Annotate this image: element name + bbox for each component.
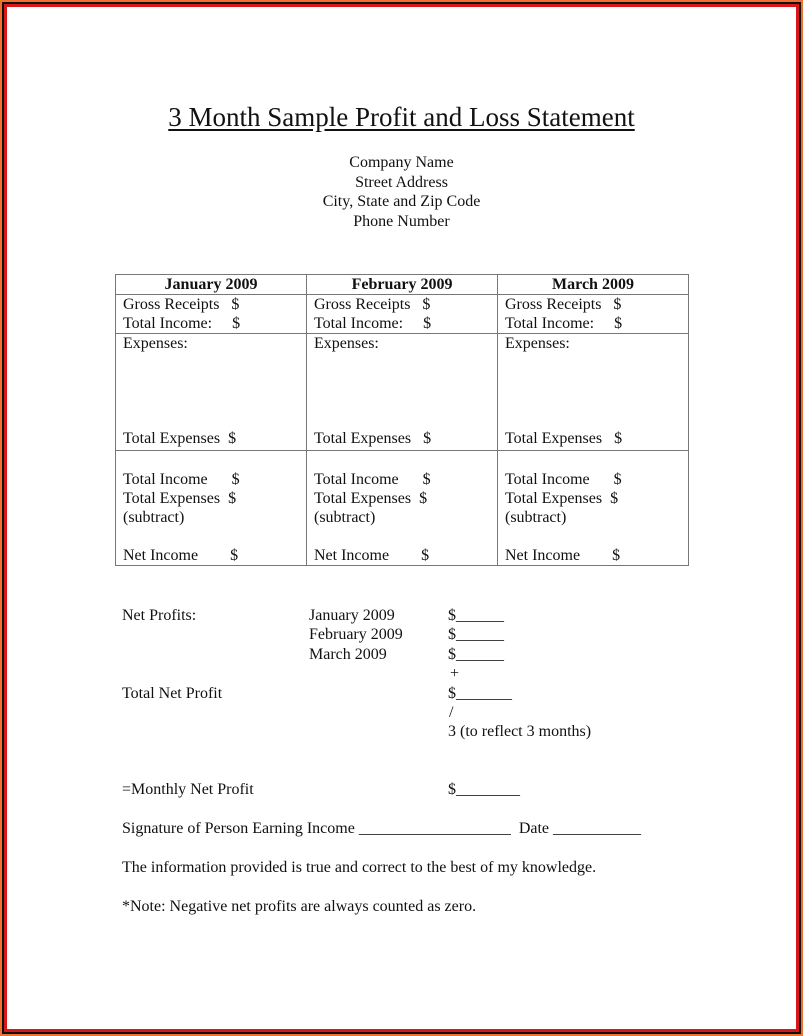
street-address: Street Address — [355, 173, 448, 191]
total-expenses: Total Expenses $ — [123, 430, 237, 447]
net-profits-label: Net Profits: — [122, 607, 197, 624]
net-profit-month: March 2009 — [309, 646, 387, 663]
subtract-note: (subtract) — [314, 509, 376, 526]
monthly-net-profit-label: =Monthly Net Profit — [122, 781, 254, 798]
total-net-profit-label: Total Net Profit — [122, 685, 223, 702]
net-total-income: Total Income $ — [314, 471, 431, 488]
subtract-note: (subtract) — [505, 509, 567, 526]
expenses-cell — [307, 334, 498, 451]
net-profit-month: January 2009 — [309, 607, 395, 624]
income-cell — [116, 295, 307, 334]
expenses-label: Expenses: — [314, 335, 379, 352]
divisor-note: 3 (to reflect 3 months) — [448, 723, 592, 740]
total-expenses: Total Expenses $ — [505, 430, 623, 447]
month-header: March 2009 — [498, 275, 689, 295]
net-profit-month: February 2009 — [309, 626, 403, 643]
phone-number: Phone Number — [353, 212, 450, 230]
month-header: February 2009 — [307, 275, 498, 295]
gross-receipts: Gross Receipts $ — [123, 296, 240, 313]
plus-sign: + — [450, 665, 460, 682]
month-header: January 2009 — [116, 275, 307, 295]
expenses-label: Expenses: — [505, 335, 570, 352]
net-total-expenses: Total Expenses $ — [123, 490, 237, 507]
net-income: Net Income $ — [505, 547, 621, 564]
certification-statement: The information provided is true and correct to the best of my knowledge. — [122, 859, 597, 876]
monthly-table — [115, 274, 689, 566]
net-profit-blank[interactable]: $______ — [448, 626, 504, 643]
company-name: Company Name — [349, 154, 454, 171]
divide-sign: / — [449, 704, 454, 721]
net-income: Net Income $ — [123, 547, 239, 564]
net-total-expenses: Total Expenses $ — [505, 490, 619, 507]
expenses-cell — [116, 334, 307, 451]
total-income: Total Income: $ — [505, 315, 623, 332]
city-state-zip: City, State and Zip Code — [322, 193, 481, 210]
net-cell — [116, 451, 307, 566]
net-profit-blank[interactable]: $______ — [448, 607, 504, 624]
gross-receipts: Gross Receipts $ — [314, 296, 431, 313]
gross-receipts: Gross Receipts $ — [505, 296, 622, 313]
expenses-cell — [498, 334, 689, 451]
subtract-note: (subtract) — [123, 509, 185, 526]
net-total-income: Total Income $ — [123, 471, 240, 488]
net-total-expenses: Total Expenses $ — [314, 490, 428, 507]
signature-line[interactable]: Signature of Person Earning Income ___________________ Date ___________ — [122, 820, 642, 837]
total-expenses: Total Expenses $ — [314, 430, 432, 447]
note: *Note: Negative net profits are always counted as zero. — [122, 898, 477, 915]
net-total-income: Total Income $ — [505, 471, 622, 488]
net-cell — [498, 451, 689, 566]
income-cell — [498, 295, 689, 334]
document-title: 3 Month Sample Profit and Loss Statement — [168, 102, 635, 132]
total-income: Total Income: $ — [314, 315, 432, 332]
net-cell — [307, 451, 498, 566]
monthly-net-profit-blank[interactable]: $________ — [448, 781, 520, 798]
net-profit-blank[interactable]: $______ — [448, 646, 504, 663]
expenses-label: Expenses: — [123, 335, 188, 352]
total-net-profit-blank[interactable]: $_______ — [448, 685, 512, 702]
income-cell — [307, 295, 498, 334]
net-income: Net Income $ — [314, 547, 430, 564]
total-income: Total Income: $ — [123, 315, 241, 332]
